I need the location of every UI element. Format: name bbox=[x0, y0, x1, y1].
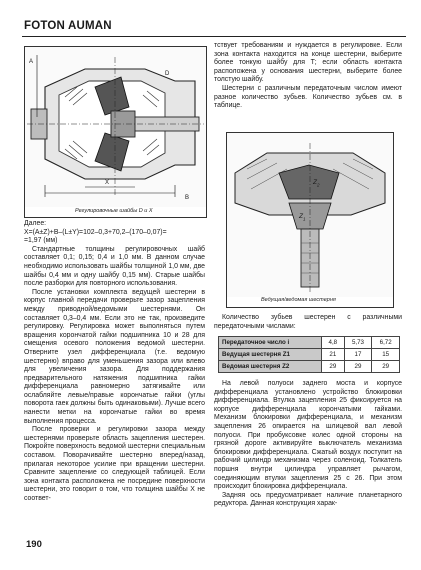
label-b: B bbox=[185, 195, 190, 201]
table-cell: 21 bbox=[322, 349, 345, 361]
table-cell: 29 bbox=[372, 361, 400, 373]
left-column bbox=[24, 220, 205, 504]
paragraph: После проверки и регулировки зазора между шестернями проверьте область зацепления шестерен. Покройте поверхность ведомой шестерни специальным составом. Поворачивайте шестерню вперед/назад, прилагая некоторое усилие при вращении шестерни. Сравните зацепление со следующей таблицей. Если зона контакта расположена не посредине поверхности шестерни, это говорит о том, что толщина шайбы Х не соответ- bbox=[24, 426, 205, 502]
table-row bbox=[219, 337, 400, 349]
paragraph: Шестерни с различным передаточным числом имеют разное количество зубьев. Количество зубьев см. в таблице. bbox=[214, 84, 402, 110]
right-column-mid bbox=[214, 314, 402, 331]
right-column-bottom bbox=[214, 380, 402, 509]
table-cell: Передаточное число i bbox=[219, 337, 322, 349]
paragraph: Далее: bbox=[24, 220, 47, 227]
table-cell: Ведущая шестерня Z1 bbox=[219, 349, 322, 361]
paragraph: Стандартные толщины регулировочных шайб составляет 0,1; 0,15; 0,4 и 1,0 мм. В данном случае необходимо использовать шайбы толщиной 1,0 мм, две шайбы 0,4 мм и одну шайбу 0,15 мм). Старые шайбы после разборки для повторного использования. bbox=[24, 245, 205, 288]
table-cell: 15 bbox=[372, 349, 400, 361]
header-rule bbox=[22, 36, 406, 37]
paragraph: X=(A±Z)+B–(L±Y)=102–0,3+70,2–(170–0,07)= bbox=[24, 228, 167, 236]
paragraph: Задняя ось предусматривает наличие планетарного редуктора. Данная конструкция харак- bbox=[214, 491, 402, 508]
gear-teeth-table bbox=[218, 336, 400, 373]
paragraph: =1,97 (мм) bbox=[24, 237, 58, 245]
label-d: D bbox=[165, 71, 170, 77]
table-cell: 4,8 bbox=[322, 337, 345, 349]
paragraph: Количество зубьев шестерен с различными передаточными числами: bbox=[214, 314, 402, 330]
table-row bbox=[219, 361, 400, 373]
figure-caption: Регулировочные шайбы D и Х bbox=[75, 208, 153, 214]
right-column-top bbox=[214, 42, 402, 111]
running-header: FOTON AUMAN bbox=[24, 20, 112, 32]
table-cell: 5,73 bbox=[344, 337, 372, 349]
figure-caption: Ведущая/ведомая шестерня bbox=[261, 297, 336, 303]
paragraph: После установки комплекта ведущей шестерни в корпус главной передачи проверьте зазор зацепления между приводной/ведомыми шестернями. Он составляет 0,3–0,4 мм. Если это не так, произведите регулировку. Регулировка может выполняться путем вращения корончатой гайки подшипника 10 и 28 для смещения осевого положения ведомой шестерни. Отверните узел дифференциала (т.е. ведомую шестерню) вправо для уменьшения зазора или влево для увеличения зазора. Для поддержания предварительного натяжения подшипника гайки дифференциала равномерно затягивайте или ослабляйте левые/правые корончатые гайки (углы поворота гаек должны быть одинаковыми). Лучше всего нанести метки на корончатые гайки во время выполнения процесса. bbox=[24, 288, 205, 425]
label-z2: $Z_2$ bbox=[313, 179, 320, 188]
axle-section-figure bbox=[24, 46, 207, 218]
table-cell: 17 bbox=[344, 349, 372, 361]
table-cell: 29 bbox=[344, 361, 372, 373]
table-row bbox=[219, 349, 400, 361]
label-a: A bbox=[29, 59, 34, 65]
paragraph: На левой полуоси заднего моста и корпусе дифференциала установлено устройство блокировки дифференциала. Втулка зацепления 25 фиксируется на корпусе дифференциала корончатыми гайками. Механизм блокировки дифференциала, и механизм зацепления 26 опирается на шлицевой вал левой полуоси. При пробуксовке колес одной стороны на грязной дороге активируйте выключатель механизма блокировки дифференциала. Сжатый воздух поступит на рабочий цилиндр механизма через соленоид. Толкатель поршня внутри цилиндра управляет рычагом, соединяющим втулки зацепления 25 с 26. При этом происходит блокировка дифференциала. bbox=[214, 380, 402, 491]
label-z1: $Z_1$ bbox=[299, 213, 306, 222]
page-number: 190 bbox=[26, 539, 42, 550]
table-cell: Ведомая шестерня Z2 bbox=[219, 361, 322, 373]
gear-mesh-figure bbox=[226, 132, 394, 308]
axle-section-drawing bbox=[25, 47, 206, 207]
table-cell: 29 bbox=[322, 361, 345, 373]
paragraph: тствует требованиям и нуждается в регулировке. Если зона контакта находится на конце шестерни, выберите более тонкую шайбу для Т; если область контакта расположена у основания шестерни, выберите более толстую шайбу. bbox=[214, 42, 402, 84]
table-cell: 6,72 bbox=[372, 337, 400, 349]
label-x: X bbox=[105, 180, 110, 186]
gear-mesh-drawing bbox=[227, 133, 393, 297]
